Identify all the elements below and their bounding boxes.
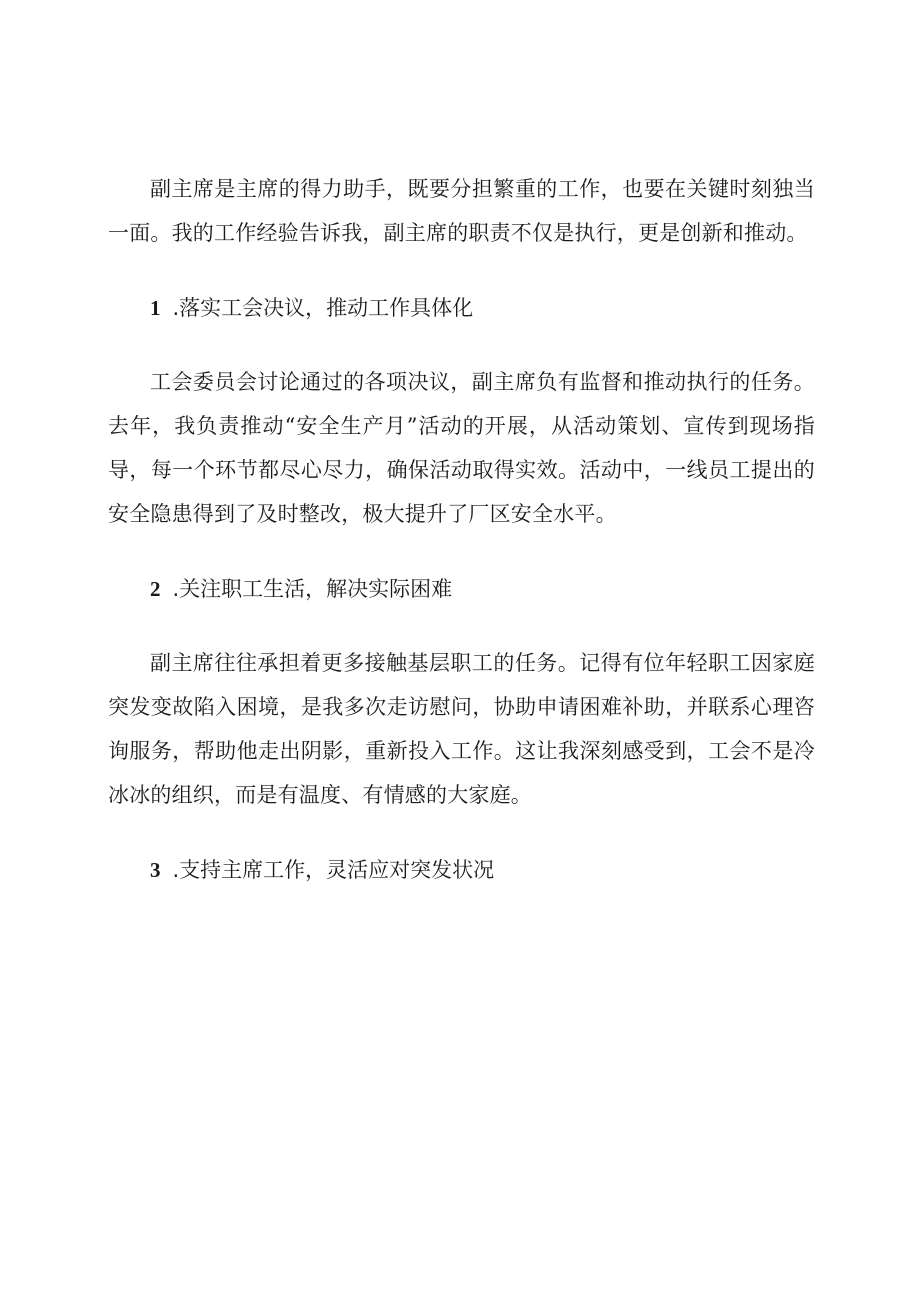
section-heading-3 [108,848,815,892]
section-title-1: .落实工会决议，推动工作具体化 [172,296,474,320]
section-number-1: 1 [150,296,161,320]
section-heading-1 [108,286,815,330]
document-body [108,167,815,892]
section-number-3: 3 [150,858,161,882]
intro-paragraph: 副主席是主席的得力助手，既要分担繁重的工作，也要在关键时刻独当一面。我的工作经验告诉我，副主席的职责不仅是执行，更是创新和推动。 [108,177,815,245]
section-body-1: 工会委员会讨论通过的各项决议，副主席负有监督和推动执行的任务。去年，我负责推动“安全生产月”活动的开展，从活动策划、宣传到现场指导，每一个环节都尽心尽力，确保活动取得实效。活动中，一线员工提出的安全隐患得到了及时整改，极大提升了厂区安全水平。 [108,370,815,526]
section-heading-2 [108,567,815,611]
section-title-2: .关注职工生活，解决实际困难 [172,577,453,601]
section-number-2: 2 [150,577,161,601]
section-body-2: 副主席往往承担着更多接触基层职工的任务。记得有位年轻职工因家庭突发变故陷入困境，是我多次走访慰问，协助申请困难补助，并联系心理咨询服务，帮助他走出阴影，重新投入工作。这让我深刻感受到，工会不是冷冰冰的组织，而是有温度、有情感的大家庭。 [108,651,815,807]
section-title-3: .支持主席工作，灵活应对突发状况 [172,858,495,882]
